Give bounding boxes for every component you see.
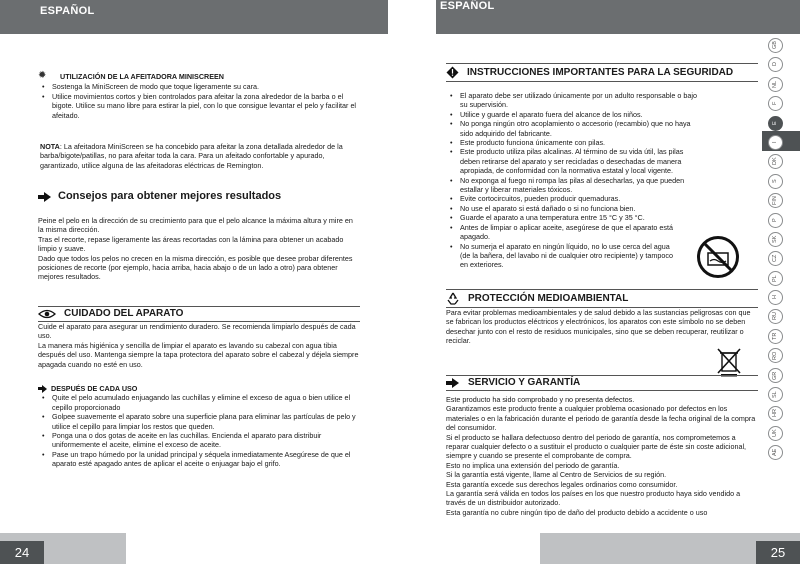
lang-tab-uk[interactable]: UK — [768, 426, 783, 441]
lang-tab-ro[interactable]: RO — [768, 348, 783, 363]
list-item: • Sostenga la MiniScreen de modo que toque ligeramente su cara. — [38, 82, 360, 91]
header-left-title: ESPAÑOL — [40, 5, 95, 17]
lang-tab-sk[interactable]: SK — [768, 232, 783, 247]
sun-icon: ✹ — [38, 70, 47, 81]
tips-body — [38, 216, 360, 282]
care-title: CUIDADO DEL APARATO — [64, 308, 184, 320]
environment-section — [446, 289, 758, 346]
lang-tab-i[interactable]: I — [768, 135, 783, 150]
list-item: • Guarde el aparato a una temperatura entre 15 °C y 35 °C. — [446, 213, 704, 222]
list-item: • Antes de limpiar o aplicar aceite, asegúrese de que el aparato está apagado. — [446, 223, 704, 242]
list-item: • No ponga ningún otro acoplamiento o accesorio (recambio) que no haya sido adquirido del fabricante. — [446, 119, 704, 138]
list-item: • El aparato debe ser utilizado únicamente por un adulto responsable o bajo su supervisión. — [446, 91, 704, 110]
lang-tab-hr[interactable]: HR — [768, 406, 783, 421]
lang-tab-p[interactable]: P — [768, 213, 783, 228]
tips-heading — [38, 192, 360, 202]
page-number-right: 25 — [756, 541, 800, 564]
lang-tab-pl[interactable]: PL — [768, 271, 783, 286]
header-left — [0, 0, 388, 34]
service-paragraph: Esta garantía excede sus derechos legales ordinarios como consumidor. — [446, 479, 678, 489]
usage-section — [38, 72, 360, 120]
service-section — [446, 375, 758, 517]
tips-section — [38, 192, 360, 202]
header-right — [436, 0, 800, 34]
page-number-left: 24 — [0, 541, 44, 564]
list-item: • Utilice movimientos cortos y bien controlados para afeitar la zona alrededor de la barba o el bigote. Utilice su mano libre para estirar la piel, con lo que consigue levantar el pelo y facilitar el afeitado. — [38, 92, 360, 120]
after-use-list — [38, 393, 360, 468]
lang-tab-fin[interactable]: FIN — [768, 193, 783, 208]
lang-tab-e[interactable]: E — [768, 116, 783, 131]
safety-section — [446, 63, 758, 270]
list-item: • Pase un trapo húmedo por la unidad principal y séquela inmediatamente Asegúrese de que el aparato esté apagado antes de aplicar el aceite o enjuagar bajo el grifo. — [38, 450, 360, 469]
list-item: • Ponga una o dos gotas de aceite en las cuchillas. Encienda el aparato para distribuir uniformemente el aceite, elimine el exceso de aceite. — [38, 431, 360, 450]
lang-tab-gb[interactable]: GB — [768, 38, 783, 53]
service-paragraph: Esta garantía no cubre ningún tipo de daño del producto debido a accidente o uso — [446, 507, 708, 517]
eye-icon — [38, 309, 56, 319]
after-use-heading — [38, 384, 360, 393]
lang-tab-h[interactable]: H — [768, 290, 783, 305]
service-paragraph: Esto no implica una extensión del periodo de garantía. — [446, 460, 620, 470]
service-heading — [446, 375, 758, 391]
environment-title: PROTECCIÓN MEDIOAMBIENTAL — [468, 292, 629, 304]
environment-heading — [446, 289, 758, 308]
list-item: • No sumerja el aparato en ningún líquido, no lo use cerca del agua (de la bañera, del lavabo ni de cualquier otro recipiente) y tampoco en exteriores. — [446, 242, 676, 270]
footer-right — [540, 533, 800, 564]
list-item: • No use el aparato si está dañado o si no funciona bien. — [446, 204, 704, 213]
lang-tab-d[interactable]: D — [768, 57, 783, 72]
lang-tab-cz[interactable]: CZ — [768, 251, 783, 266]
wee-bin-icon — [716, 347, 742, 377]
note-block — [38, 142, 360, 170]
care-heading — [38, 306, 360, 322]
list-item: • Quite el pelo acumulado enjuagando las cuchillas y elimine el exceso de agua o bien utilice el cepillo proporcionado — [38, 393, 360, 412]
language-tabs — [766, 38, 784, 465]
usage-title-row — [38, 72, 360, 81]
care-paragraph: Cuide el aparato para asegurar un rendimiento duradero. Se recomienda limpiarlo después de cada uso. — [38, 322, 356, 341]
lang-tab-sl[interactable]: SL — [768, 387, 783, 402]
safety-list — [446, 91, 704, 270]
after-use-title: DESPUÉS DE CADA USO — [51, 384, 138, 393]
arrow-icon — [38, 385, 48, 393]
warning-icon — [446, 66, 459, 79]
list-item: • Evite cortocircuitos, pueden producir quemaduras. — [446, 194, 704, 203]
tips-paragraph: Peine el pelo en la dirección de su crecimiento para que el pelo alcance la máxima altura y mire en la misma dirección. — [38, 216, 353, 235]
lang-tab-f[interactable]: F — [768, 96, 783, 111]
service-body — [446, 395, 758, 517]
list-item: • Utilice y guarde el aparato fuera del alcance de los niños. — [446, 110, 704, 119]
service-paragraph: Si el producto se hallara defectuoso dentro del periodo de garantía, nos comprometemos a reparar cualquier defecto o a sustituir el producto o cualquier parte de éste sin coste adicional, siempre y cuando se presente el comprobante de compra. — [446, 432, 747, 461]
service-paragraph: Garantizamos este producto frente a cualquier problema ocasionado por defectos en los materiales o en la fabricación durante el periodo de garantía desde la fecha original de la compra del consumidor. — [446, 404, 756, 433]
usage-title: UTILIZACIÓN DE LA AFEITADORA MINISCREEN — [60, 72, 224, 81]
safety-heading — [446, 63, 758, 82]
care-paragraph: La manera más higiénica y sencilla de limpiar el aparato es lavando su cabezal con agua tibia después del uso. Mantenga siempre la tapa protectora del aparato sobre el cabezal y déjela siempre apagada cuando no esté en uso. — [38, 340, 359, 369]
tips-paragraph: Tras el recorte, repase ligeramente las áreas recortadas con la lámina para obtener un acabado limpio y suave. — [38, 234, 344, 254]
care-section — [38, 306, 360, 369]
safety-title: INSTRUCCIONES IMPORTANTES PARA LA SEGURIDAD — [467, 66, 734, 78]
service-paragraph: La garantía será válida en todos los países en los que nuestro producto haya sido vendido a través de un distribuidor autorizado. — [446, 489, 741, 508]
environment-paragraph: Para evitar problemas medioambientales y de salud debido a las sustancias peligrosas con que se fabrican los productos eléctricos y electrónicos, los aparatos con este símbolo no se deben desechar junto con el resto de residuos municipales, sino que se deben recuperar, reutilizar o reciclar. — [446, 308, 751, 346]
lang-tab-ae[interactable]: AE — [768, 445, 783, 460]
lang-tab-tr[interactable]: TR — [768, 329, 783, 344]
after-use-section — [38, 384, 360, 469]
service-title: SERVICIO Y GARANTÍA — [468, 377, 581, 389]
list-item: • Este producto funciona únicamente con pilas. — [446, 138, 704, 147]
note-text: : La afeitadora MiniScreen se ha concebido para afeitar la zona detallada alrededor de la barba/bigote/patillas, no para afeitar toda la cara. Para un afeitado confortable y apurado, garantizado, utilice alguna de las afeitadoras eléctricas de Remington. — [40, 142, 343, 170]
tips-paragraph: Dado que todos los pelos no crecen en la misma dirección, es posible que desee probar diferentes posiciones de recorte (por ejemplo, hacia arriba, hacia abajo o de un lado a otro) para obtener mejores resultados. — [38, 253, 353, 282]
list-item: • Este producto utiliza pilas alcalinas. Al término de su vida útil, las pilas deben retirarse del aparato y ser recicladas o desechadas de manera apropiada, de conformidad con la normativa estatal y local vigente. — [446, 147, 704, 175]
lang-tab-ru[interactable]: RU — [768, 309, 783, 324]
header-right-title: ESPAÑOL — [440, 0, 495, 12]
service-paragraph: Este producto ha sido comprobado y no presenta defectos. — [446, 395, 635, 404]
arrow-icon — [38, 192, 52, 202]
list-item: • Golpee suavemente el aparato sobre una superficie plana para eliminar las partículas de pelo y utilice el cepillo para limpiar los restos que queden. — [38, 412, 360, 431]
usage-list — [38, 82, 360, 120]
no-water-icon — [696, 235, 740, 279]
lang-tab-nl[interactable]: NL — [768, 77, 783, 92]
lang-tab-dk[interactable]: DK — [768, 154, 783, 169]
lang-tab-gr[interactable]: GR — [768, 368, 783, 383]
arrow-icon — [446, 378, 460, 388]
lang-tab-s[interactable]: S — [768, 174, 783, 189]
footer-left — [0, 533, 126, 564]
list-item: • No exponga al fuego ni rompa las pilas al desecharlas, ya que pueden estallar y liberar materiales tóxicos. — [446, 176, 704, 195]
tips-title: Consejos para obtener mejores resultados — [58, 190, 282, 203]
recycle-icon — [446, 292, 460, 305]
note-label: NOTA — [40, 142, 60, 151]
service-paragraph: Si la garantía está vigente, llame al Centro de Servicios de su región. — [446, 470, 667, 480]
